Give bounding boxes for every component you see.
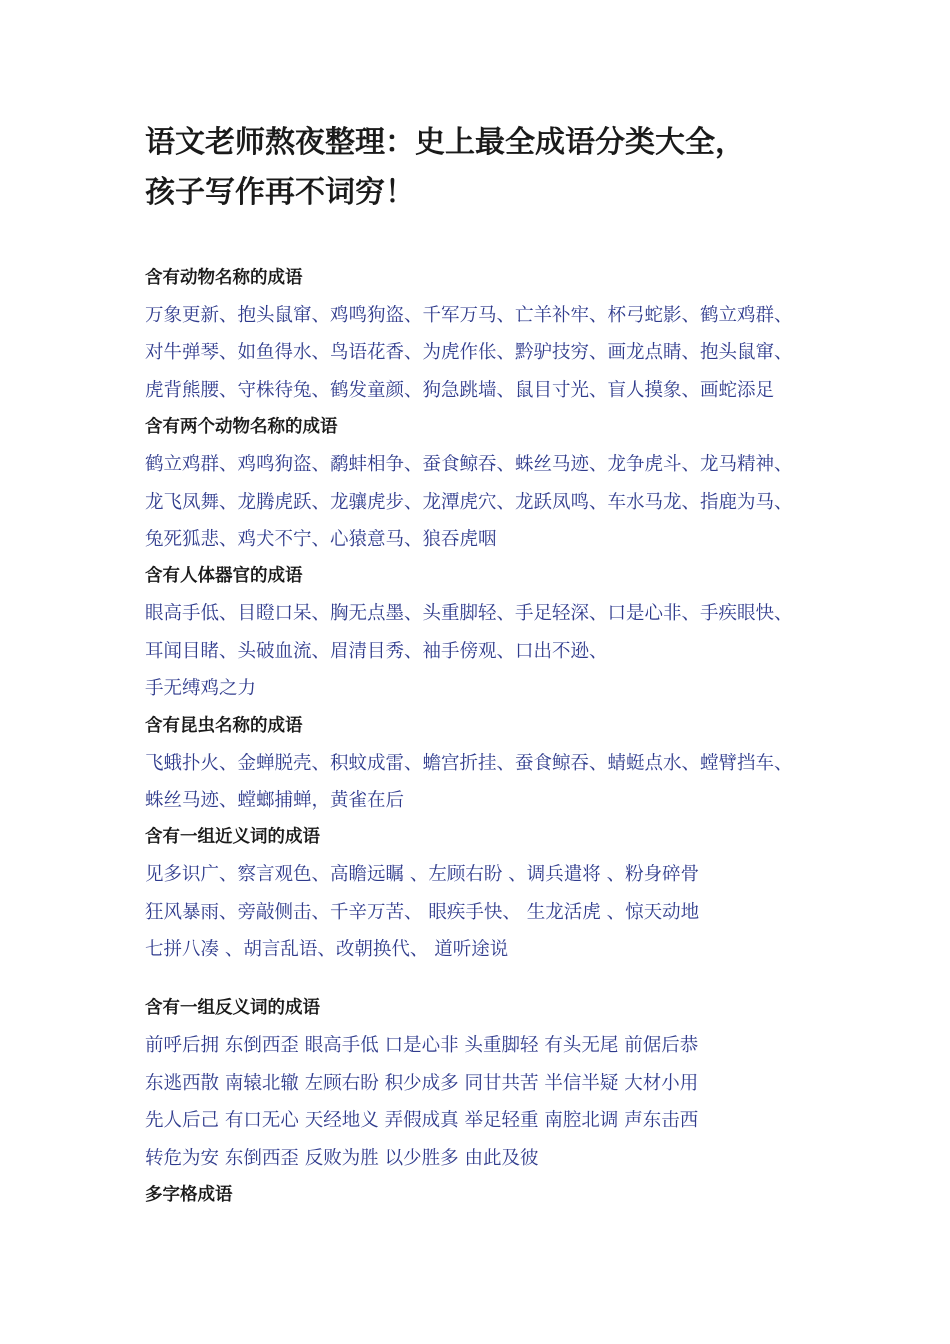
- section-heading-animal-names: 含有动物名称的成语: [145, 268, 303, 288]
- idiom-line: 眼高手低、目瞪口呆、胸无点墨、头重脚轻、手足轻深、口是心非、手疾眼快、: [145, 603, 793, 625]
- page-title: [145, 118, 845, 218]
- section-spacer: [145, 968, 845, 990]
- section-heading-synonyms: 含有一组近义词的成语: [145, 827, 320, 848]
- page-title-line-2: 孩子写作再不词穷！: [145, 175, 415, 210]
- section-heading-body-parts: 含有人体器官的成语: [145, 566, 303, 587]
- idiom-line: 兔死狐悲、鸡犬不宁、心猿意马、狼吞虎咽: [145, 528, 497, 550]
- idiom-line: 虎背熊腰、守株待兔、鹤发童颜、狗急跳墙、鼠目寸光、盲人摸象、画蛇添足: [145, 379, 775, 401]
- idiom-line: 东逃西散 南辕北辙 左顾右盼 积少成多 同甘共苦 半信半疑 大材小用: [145, 1072, 699, 1094]
- section-heading-two-animals: 含有两个动物名称的成语: [145, 417, 338, 438]
- idiom-line: 万象更新、抱头鼠窜、鸡鸣狗盗、千军万马、亡羊补牢、杯弓蛇影、鹤立鸡群、: [145, 305, 793, 326]
- section-heading-multi-character: 多字格成语: [145, 1185, 233, 1206]
- idiom-line: 手无缚鸡之力: [145, 678, 257, 700]
- idiom-line: 耳闻目睹、头破血流、眉清目秀、袖手傍观、口出不逊、: [145, 640, 608, 662]
- idiom-line: 先人后己 有口无心 天经地义 弄假成真 举足轻重 南腔北调 声东击西: [145, 1110, 699, 1132]
- idiom-line: 对牛弹琴、如鱼得水、鸟语花香、为虎作伥、黔驴技穷、画龙点睛、抱头鼠窜、: [145, 342, 793, 364]
- section-heading-insects: 含有昆虫名称的成语: [145, 715, 303, 736]
- idiom-line: 飞蛾扑火、金蝉脱壳、积蚊成雷、蟾宫折挂、蚕食鲸吞、蜻蜓点水、螳臂挡车、: [145, 752, 793, 774]
- idiom-line: 狂风暴雨、旁敲侧击、千辛万苦、 眼疾手快、 生龙活虎 、惊天动地: [145, 901, 700, 923]
- idiom-line: 蛛丝马迹、螳螂捕蝉，黄雀在后: [145, 789, 405, 811]
- idiom-line: 前呼后拥 东倒西歪 眼高手低 口是心非 头重脚轻 有头无尾 前倨后恭: [145, 1035, 699, 1057]
- idiom-line: 七拼八凑 、胡言乱语、改朝换代、 道听途说: [145, 939, 509, 961]
- idiom-line: 鹤立鸡群、鸡鸣狗盗、鹬蚌相争、蚕食鲸吞、蛛丝马迹、龙争虎斗、龙马精神、: [145, 454, 793, 476]
- document-page: [145, 118, 845, 1214]
- idiom-line: 见多识广、察言观色、高瞻远瞩 、左顾右盼 、调兵遣将 、粉身碎骨: [145, 864, 700, 886]
- idiom-line: 龙飞凤舞、龙腾虎跃、龙骧虎步、龙潭虎穴、龙跃凤鸣、车水马龙、指鹿为马、: [145, 491, 793, 513]
- section-heading-antonyms: 含有一组反义词的成语: [145, 998, 320, 1019]
- page-title-line-1: 语文老师熬夜整理：史上最全成语分类大全，: [145, 125, 745, 160]
- idiom-line: 转危为安 东倒西歪 反败为胜 以少胜多 由此及彼: [145, 1147, 539, 1169]
